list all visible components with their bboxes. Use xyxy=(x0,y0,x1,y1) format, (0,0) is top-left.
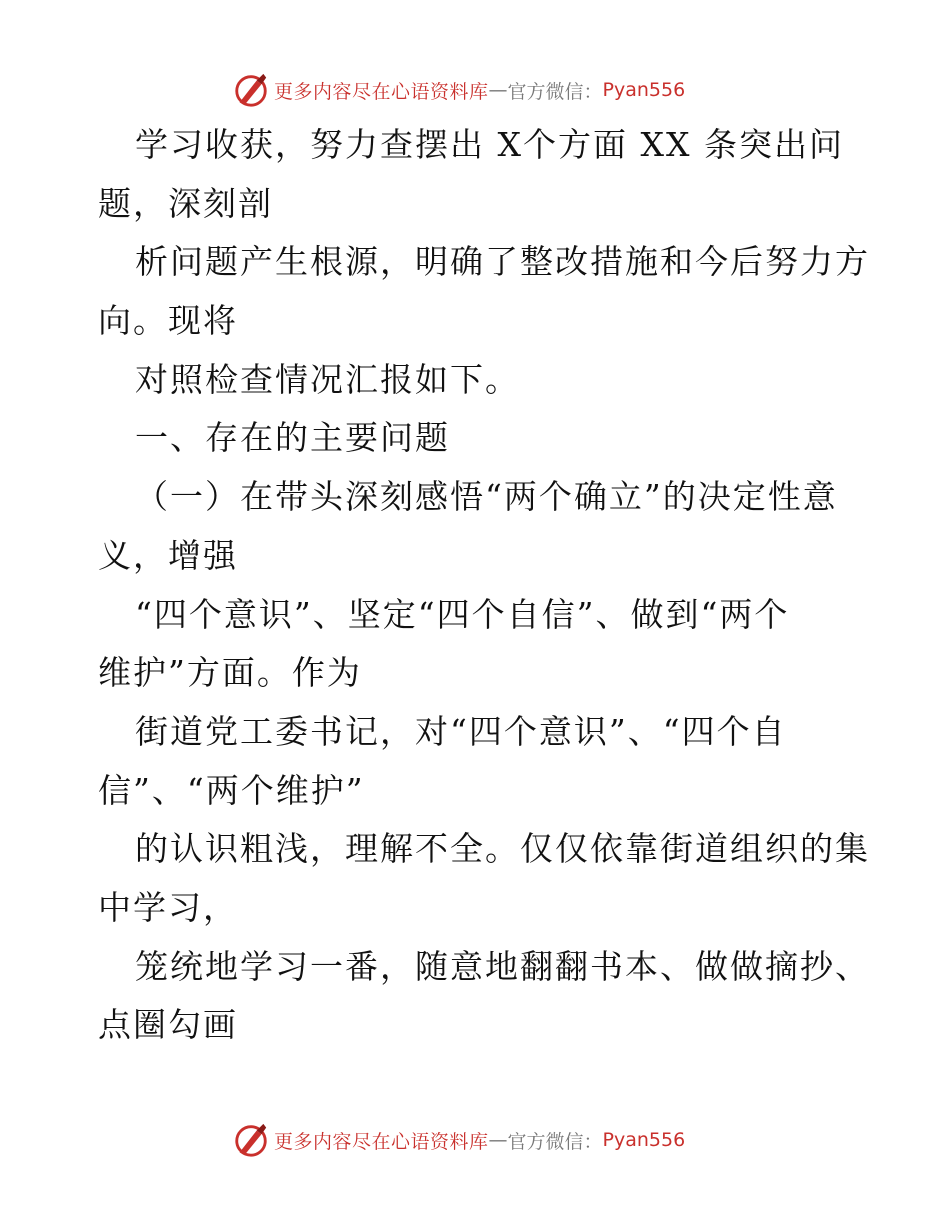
text-line: 学习收获，努力查摆出 X个方面 XX 条突出问 xyxy=(135,125,844,164)
footer-dash: — xyxy=(488,1129,508,1151)
header-banner xyxy=(232,70,685,110)
pen-logo-icon xyxy=(232,1121,270,1159)
text-line: 向。现将 xyxy=(98,301,238,341)
text-line: 街道党工委书记，对“四个意识”、“四个自 xyxy=(135,711,787,751)
text-line: 题，深刻剖 xyxy=(98,183,273,223)
header-brand-text: 更多内容尽在心语资料库 xyxy=(274,80,489,103)
document-body xyxy=(98,116,870,1055)
header-dash: — xyxy=(488,79,508,101)
text-line: 中学习， xyxy=(98,887,238,927)
pen-logo-icon xyxy=(232,71,270,109)
text-line: “四个意识”、坚定“四个自信”、做到“两个 xyxy=(135,594,790,634)
header-wechat-id: Pyan556 xyxy=(602,79,686,101)
subsection-heading: （一）在带头深刻感悟“两个确立”的决定性意 xyxy=(135,477,838,517)
section-heading: 一、存在的主要问题 xyxy=(135,418,450,458)
footer-banner xyxy=(232,1120,685,1160)
header-wechat-label: 官方微信： xyxy=(507,80,603,103)
text-line: 对照检查情况汇报如下。 xyxy=(135,359,520,399)
text-line: 析问题产生根源，明确了整改措施和今后努力方 xyxy=(135,242,870,282)
text-line: 笼统地学习一番，随意地翻翻书本、做做摘抄、 xyxy=(135,946,870,986)
text-line: 义，增强 xyxy=(98,535,238,575)
footer-wechat-label: 官方微信： xyxy=(507,1130,603,1153)
text-line: 维护”方面。作为 xyxy=(98,653,362,693)
footer-wechat-id: Pyan556 xyxy=(602,1129,686,1151)
footer-brand-text: 更多内容尽在心语资料库 xyxy=(274,1130,489,1153)
text-line: 的认识粗浅，理解不全。仅仅依靠街道组织的集 xyxy=(135,829,870,869)
text-line: 点圈勾画 xyxy=(98,1005,238,1045)
text-line: 信”、“两个维护” xyxy=(98,770,365,810)
